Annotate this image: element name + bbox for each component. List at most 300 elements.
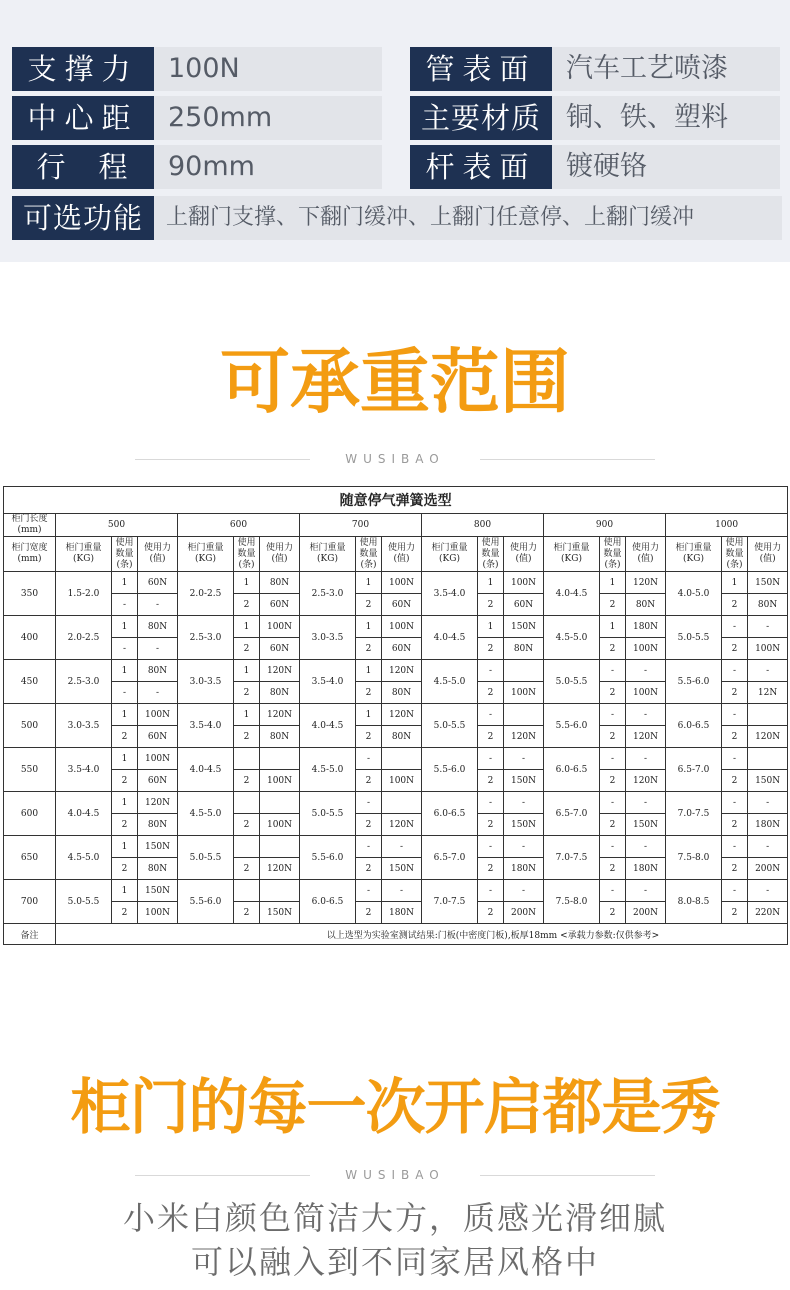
qty-cell: 2: [356, 682, 382, 704]
force-cell: 80N: [382, 726, 422, 748]
weight-cell: 4.0-4.5: [300, 704, 356, 748]
spec-distance-label: 中心距: [12, 96, 154, 140]
spec-stroke-label: 行 程: [12, 145, 154, 189]
qty-cell: 2: [478, 770, 504, 792]
force-cell: 120N: [260, 858, 300, 880]
force-cell: 100N: [138, 704, 178, 726]
qty-cell: 2: [722, 814, 748, 836]
qty-cell: 2: [478, 594, 504, 616]
force-cell: 180N: [504, 858, 544, 880]
force-cell: 150N: [748, 572, 788, 594]
force-cell: -: [626, 704, 666, 726]
force-cell: 80N: [748, 594, 788, 616]
force-cell: [504, 660, 544, 682]
weight-cell: 5.5-6.0: [666, 660, 722, 704]
weight-cell: 5.5-6.0: [544, 704, 600, 748]
load-range-title: 可承重范围: [220, 341, 570, 423]
qty-cell: -: [356, 748, 382, 770]
weight-cell: 5.0-5.5: [544, 660, 600, 704]
force-cell: 80N: [504, 638, 544, 660]
qty-cell: 1: [112, 836, 138, 858]
note-text: 以上选型为实验室测试结果:门板(中密度门板),板厚18mm <承载力参数:仅供参考>: [56, 924, 788, 945]
spec-options-value: 上翻门支撑、下翻门缓冲、上翻门任意停、上翻门缓冲: [154, 196, 782, 240]
qty-cell: -: [600, 660, 626, 682]
qty-cell: 2: [112, 770, 138, 792]
qty-cell: 2: [112, 858, 138, 880]
qty-cell: -: [478, 792, 504, 814]
qty-cell: [234, 880, 260, 902]
force-cell: [748, 704, 788, 726]
qty-cell: 2: [234, 638, 260, 660]
qty-cell: 1: [112, 572, 138, 594]
force-cell: [260, 836, 300, 858]
spec-distance-value: 250mm: [154, 96, 382, 140]
weight-cell: 2.0-2.5: [178, 572, 234, 616]
force-cell: -: [138, 638, 178, 660]
force-cell: 60N: [138, 572, 178, 594]
weight-cell: 6.0-6.5: [422, 792, 478, 836]
weight-cell: 4.0-4.5: [422, 616, 478, 660]
qty-cell: 1: [234, 572, 260, 594]
force-cell: 150N: [504, 814, 544, 836]
spec-rod-row: [410, 145, 780, 189]
qty-cell: -: [722, 660, 748, 682]
qty-cell: -: [722, 616, 748, 638]
qty-cell: 1: [356, 660, 382, 682]
length-col: 500: [56, 514, 178, 537]
spec-distance-row: [12, 96, 382, 140]
spec-force-label: 支撑力: [12, 47, 154, 91]
qty-cell: 2: [600, 594, 626, 616]
qty-cell: 2: [356, 770, 382, 792]
weight-cell: 3.0-3.5: [300, 616, 356, 660]
force-cell: [260, 880, 300, 902]
force-cell: 80N: [626, 594, 666, 616]
showcase-title: 柜门的每一次开启都是秀: [70, 1073, 720, 1143]
force-cell: 100N: [260, 616, 300, 638]
qty-cell: 2: [600, 682, 626, 704]
spec-stroke-row: [12, 145, 382, 189]
qty-cell: 1: [112, 660, 138, 682]
weight-cell: 1.5-2.0: [56, 572, 112, 616]
force-cell: 100N: [260, 770, 300, 792]
qty-header: 使用数量(条): [600, 537, 626, 572]
qty-cell: 2: [356, 902, 382, 924]
force-cell: 120N: [260, 660, 300, 682]
force-header: 使用力(值): [138, 537, 178, 572]
force-cell: -: [504, 748, 544, 770]
force-cell: 100N: [382, 770, 422, 792]
weight-cell: 5.5-6.0: [300, 836, 356, 880]
qty-cell: 2: [356, 858, 382, 880]
force-cell: [748, 748, 788, 770]
weight-header: 柜门重量(KG): [56, 537, 112, 572]
weight-header: 柜门重量(KG): [666, 537, 722, 572]
qty-cell: 2: [112, 814, 138, 836]
qty-cell: 2: [600, 726, 626, 748]
weight-cell: 3.5-4.0: [300, 660, 356, 704]
weight-cell: 3.5-4.0: [56, 748, 112, 792]
qty-cell: 1: [722, 572, 748, 594]
spec-surface-row: [410, 47, 780, 91]
force-cell: 180N: [626, 858, 666, 880]
qty-cell: -: [722, 836, 748, 858]
weight-cell: 5.5-6.0: [178, 880, 234, 924]
qty-cell: 2: [600, 638, 626, 660]
weight-cell: 4.5-5.0: [300, 748, 356, 792]
qty-cell: 2: [478, 726, 504, 748]
qty-cell: [234, 836, 260, 858]
qty-cell: 2: [478, 814, 504, 836]
force-cell: -: [504, 792, 544, 814]
qty-cell: 2: [722, 858, 748, 880]
spec-material-label: 主要材质: [410, 96, 552, 140]
weight-cell: 4.5-5.0: [544, 616, 600, 660]
qty-cell: 2: [600, 770, 626, 792]
force-cell: 200N: [626, 902, 666, 924]
force-cell: 60N: [260, 638, 300, 660]
force-cell: 100N: [626, 638, 666, 660]
force-cell: 150N: [626, 814, 666, 836]
force-cell: 150N: [260, 902, 300, 924]
force-header: 使用力(值): [748, 537, 788, 572]
force-cell: 80N: [138, 814, 178, 836]
row-width: 700: [4, 880, 56, 924]
force-cell: -: [382, 836, 422, 858]
qty-cell: 1: [234, 660, 260, 682]
weight-cell: 2.5-3.0: [300, 572, 356, 616]
qty-cell: 2: [234, 858, 260, 880]
table-row: [4, 572, 788, 594]
qty-cell: -: [722, 748, 748, 770]
force-cell: 100N: [626, 682, 666, 704]
selection-table: [3, 486, 788, 945]
force-cell: 100N: [260, 814, 300, 836]
qty-cell: 2: [356, 638, 382, 660]
row-width: 450: [4, 660, 56, 704]
weight-header: 柜门重量(KG): [544, 537, 600, 572]
qty-cell: 2: [478, 682, 504, 704]
qty-cell: 1: [112, 704, 138, 726]
qty-cell: -: [722, 792, 748, 814]
force-cell: -: [748, 792, 788, 814]
force-cell: 120N: [382, 814, 422, 836]
weight-cell: 4.0-4.5: [178, 748, 234, 792]
weight-cell: 7.0-7.5: [666, 792, 722, 836]
qty-cell: -: [722, 704, 748, 726]
qty-cell: 2: [722, 638, 748, 660]
force-cell: -: [504, 836, 544, 858]
weight-cell: 6.5-7.0: [422, 836, 478, 880]
force-cell: 150N: [382, 858, 422, 880]
force-header: 使用力(值): [626, 537, 666, 572]
table-row: [4, 660, 788, 682]
spec-force-value: 100N: [154, 47, 382, 91]
weight-header: 柜门重量(KG): [300, 537, 356, 572]
weight-cell: 6.5-7.0: [666, 748, 722, 792]
force-cell: -: [138, 594, 178, 616]
force-cell: 220N: [748, 902, 788, 924]
force-cell: 120N: [748, 726, 788, 748]
weight-cell: 7.0-7.5: [544, 836, 600, 880]
table-row: [4, 836, 788, 858]
length-col: 600: [178, 514, 300, 537]
length-col: 900: [544, 514, 666, 537]
length-header: 柜门长度(mm): [4, 514, 56, 537]
weight-cell: 4.5-5.0: [178, 792, 234, 836]
length-col: 1000: [666, 514, 788, 537]
weight-cell: 4.0-4.5: [56, 792, 112, 836]
qty-cell: 2: [112, 726, 138, 748]
qty-cell: -: [356, 792, 382, 814]
force-cell: 120N: [260, 704, 300, 726]
force-cell: 200N: [748, 858, 788, 880]
force-cell: 80N: [138, 858, 178, 880]
qty-header: 使用数量(条): [356, 537, 382, 572]
table-row: [4, 704, 788, 726]
qty-cell: -: [478, 660, 504, 682]
force-cell: 180N: [626, 616, 666, 638]
force-cell: 120N: [382, 704, 422, 726]
weight-cell: 3.5-4.0: [422, 572, 478, 616]
force-cell: 80N: [260, 726, 300, 748]
qty-cell: 1: [356, 572, 382, 594]
qty-cell: 1: [112, 792, 138, 814]
force-cell: -: [748, 660, 788, 682]
qty-cell: 2: [600, 814, 626, 836]
weight-cell: 5.0-5.5: [178, 836, 234, 880]
qty-cell: 1: [478, 616, 504, 638]
spec-surface-value: 汽车工艺喷漆: [552, 47, 780, 91]
force-cell: -: [626, 660, 666, 682]
force-cell: -: [626, 880, 666, 902]
qty-cell: 2: [600, 902, 626, 924]
table-row: [4, 792, 788, 814]
qty-cell: 2: [722, 682, 748, 704]
spec-rod-value: 镀硬铬: [552, 145, 780, 189]
qty-cell: -: [600, 880, 626, 902]
force-cell: 120N: [382, 660, 422, 682]
weight-cell: 6.0-6.5: [300, 880, 356, 924]
weight-cell: 7.0-7.5: [422, 880, 478, 924]
qty-cell: 2: [722, 594, 748, 616]
force-cell: 80N: [260, 572, 300, 594]
force-cell: 60N: [138, 770, 178, 792]
force-cell: 120N: [504, 726, 544, 748]
spec-material-row: [410, 96, 780, 140]
qty-cell: 1: [478, 572, 504, 594]
force-cell: 100N: [138, 748, 178, 770]
table-row: [4, 616, 788, 638]
table-title: 随意停气弹簧选型: [4, 487, 788, 514]
qty-cell: 1: [112, 748, 138, 770]
qty-cell: -: [112, 638, 138, 660]
qty-cell: 2: [356, 814, 382, 836]
qty-cell: -: [112, 682, 138, 704]
qty-cell: -: [722, 880, 748, 902]
weight-cell: 4.0-4.5: [544, 572, 600, 616]
spec-material-value: 铜、铁、塑料: [552, 96, 780, 140]
table-row: [4, 748, 788, 770]
qty-cell: 2: [478, 902, 504, 924]
weight-cell: 5.5-6.0: [422, 748, 478, 792]
force-cell: 80N: [138, 660, 178, 682]
spec-options-label: 可选功能: [12, 196, 154, 240]
weight-cell: 8.0-8.5: [666, 880, 722, 924]
qty-cell: -: [478, 748, 504, 770]
weight-cell: 6.0-6.5: [666, 704, 722, 748]
weight-cell: 5.0-5.5: [56, 880, 112, 924]
spec-rod-label: 杆表面: [410, 145, 552, 189]
force-cell: [382, 792, 422, 814]
qty-cell: 1: [112, 880, 138, 902]
qty-cell: 2: [234, 594, 260, 616]
force-cell: 60N: [260, 594, 300, 616]
brand-subtitle-2: WUSIBAO: [345, 1168, 445, 1182]
qty-cell: 2: [356, 594, 382, 616]
force-header: 使用力(值): [504, 537, 544, 572]
force-cell: 120N: [626, 726, 666, 748]
qty-cell: -: [600, 792, 626, 814]
force-cell: 120N: [138, 792, 178, 814]
qty-cell: -: [600, 704, 626, 726]
force-cell: 150N: [138, 836, 178, 858]
force-cell: 12N: [748, 682, 788, 704]
force-cell: -: [626, 792, 666, 814]
force-cell: 80N: [138, 616, 178, 638]
spec-stroke-value: 90mm: [154, 145, 382, 189]
weight-header: 柜门重量(KG): [178, 537, 234, 572]
qty-cell: -: [600, 836, 626, 858]
row-width: 350: [4, 572, 56, 616]
qty-cell: -: [112, 594, 138, 616]
qty-cell: 2: [234, 770, 260, 792]
force-cell: -: [748, 616, 788, 638]
qty-header: 使用数量(条): [234, 537, 260, 572]
weight-cell: 4.5-5.0: [422, 660, 478, 704]
qty-cell: 2: [234, 814, 260, 836]
qty-cell: -: [356, 836, 382, 858]
spec-options-row: [12, 196, 782, 240]
row-width: 600: [4, 792, 56, 836]
weight-cell: 7.5-8.0: [544, 880, 600, 924]
length-col: 700: [300, 514, 422, 537]
row-width: 500: [4, 704, 56, 748]
qty-header: 使用数量(条): [722, 537, 748, 572]
weight-cell: 3.5-4.0: [178, 704, 234, 748]
force-cell: 120N: [626, 572, 666, 594]
force-cell: [382, 748, 422, 770]
force-cell: 150N: [504, 770, 544, 792]
qty-cell: -: [478, 704, 504, 726]
qty-cell: -: [478, 880, 504, 902]
slogan-line-2: 可以融入到不同家居风格中: [190, 1243, 599, 1281]
qty-cell: 2: [722, 902, 748, 924]
force-cell: -: [504, 880, 544, 902]
qty-cell: 2: [234, 726, 260, 748]
note-row: [4, 924, 788, 945]
qty-header: 使用数量(条): [478, 537, 504, 572]
qty-cell: 2: [478, 858, 504, 880]
force-cell: 150N: [504, 616, 544, 638]
force-cell: 100N: [748, 638, 788, 660]
brand-subtitle: WUSIBAO: [345, 452, 445, 466]
weight-cell: 3.0-3.5: [178, 660, 234, 704]
qty-cell: 1: [356, 704, 382, 726]
qty-cell: 2: [234, 902, 260, 924]
qty-cell: 2: [478, 638, 504, 660]
qty-header: 使用数量(条): [112, 537, 138, 572]
force-cell: -: [382, 880, 422, 902]
row-width: 400: [4, 616, 56, 660]
qty-cell: 1: [112, 616, 138, 638]
force-cell: [260, 792, 300, 814]
force-cell: 200N: [504, 902, 544, 924]
weight-cell: 2.5-3.0: [178, 616, 234, 660]
length-col: 800: [422, 514, 544, 537]
qty-cell: 1: [356, 616, 382, 638]
force-cell: 80N: [382, 682, 422, 704]
force-cell: 60N: [504, 594, 544, 616]
force-header: 使用力(值): [260, 537, 300, 572]
qty-cell: 2: [600, 858, 626, 880]
weight-cell: 3.0-3.5: [56, 704, 112, 748]
qty-cell: -: [356, 880, 382, 902]
force-cell: 100N: [382, 572, 422, 594]
qty-cell: 1: [234, 704, 260, 726]
force-cell: 100N: [382, 616, 422, 638]
row-width: 650: [4, 836, 56, 880]
qty-cell: 1: [234, 616, 260, 638]
force-cell: 120N: [626, 770, 666, 792]
weight-cell: 6.0-6.5: [544, 748, 600, 792]
qty-cell: 1: [600, 572, 626, 594]
qty-cell: -: [478, 836, 504, 858]
qty-cell: [234, 792, 260, 814]
force-cell: 180N: [382, 902, 422, 924]
slogan-line-1: 小米白颜色简洁大方，质感光滑细腻: [122, 1199, 667, 1237]
force-cell: 60N: [382, 594, 422, 616]
weight-cell: 6.5-7.0: [544, 792, 600, 836]
force-cell: 180N: [748, 814, 788, 836]
force-cell: [504, 704, 544, 726]
force-header: 使用力(值): [382, 537, 422, 572]
weight-cell: 5.0-5.5: [666, 616, 722, 660]
force-cell: 150N: [748, 770, 788, 792]
qty-cell: 2: [234, 682, 260, 704]
width-header: 柜门宽度(mm): [4, 537, 56, 572]
spec-force-row: [12, 47, 382, 91]
force-cell: -: [626, 748, 666, 770]
qty-cell: 1: [600, 616, 626, 638]
force-cell: 100N: [504, 572, 544, 594]
force-cell: -: [626, 836, 666, 858]
qty-cell: 2: [722, 770, 748, 792]
qty-cell: 2: [112, 902, 138, 924]
weight-cell: 5.0-5.5: [300, 792, 356, 836]
force-cell: -: [748, 836, 788, 858]
spec-panel: [0, 0, 790, 262]
force-cell: [260, 748, 300, 770]
weight-cell: 2.0-2.5: [56, 616, 112, 660]
row-width: 550: [4, 748, 56, 792]
force-cell: 60N: [382, 638, 422, 660]
force-cell: 80N: [260, 682, 300, 704]
qty-cell: [234, 748, 260, 770]
weight-cell: 5.0-5.5: [422, 704, 478, 748]
weight-cell: 7.5-8.0: [666, 836, 722, 880]
weight-cell: 2.5-3.0: [56, 660, 112, 704]
